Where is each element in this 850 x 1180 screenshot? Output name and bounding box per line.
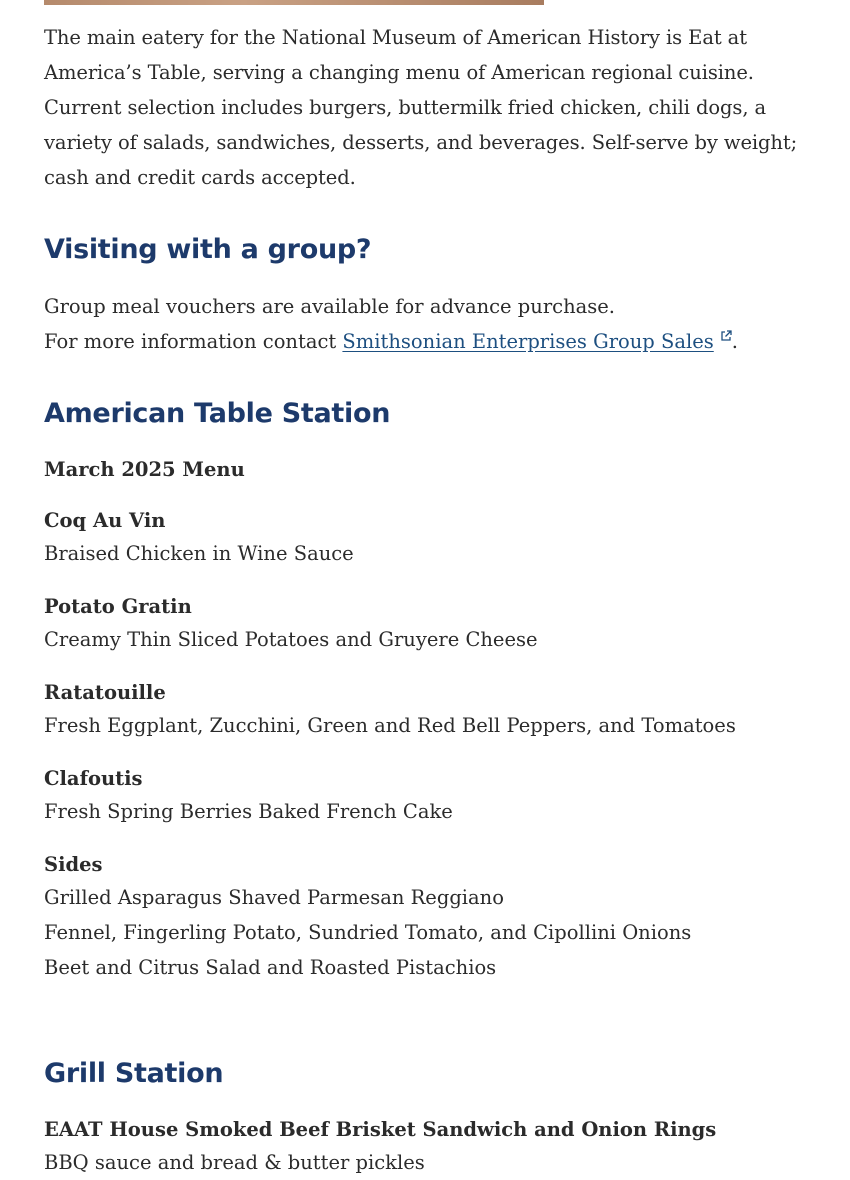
menu-item-description: Braised Chicken in Wine Sauce: [44, 542, 354, 565]
dish-list: [44, 506, 834, 985]
menu-item-description: Fresh Eggplant, Zucchini, Green and Red Bell Peppers, and Tomatoes: [44, 714, 736, 737]
menu-item: [44, 764, 834, 829]
menu-item-name: Coq Au Vin: [44, 509, 166, 532]
menu-item-description: Creamy Thin Sliced Potatoes and Gruyere Cheese: [44, 628, 538, 651]
hero-image: [44, 0, 544, 5]
menu-item-description: Fennel, Fingerling Potato, Sundried Tomato, and Cipollini Onions: [44, 921, 692, 944]
group-contact-text: [44, 324, 834, 359]
main-content: [44, 20, 834, 1180]
menu-item: [44, 592, 834, 657]
menu-item: [44, 506, 834, 571]
grill-item: [44, 1115, 834, 1180]
group-sales-link-text[interactable]: Smithsonian Enterprises Group Sales: [342, 330, 714, 353]
grill-heading: Grill Station: [44, 1058, 224, 1089]
menu-item-name: Clafoutis: [44, 767, 143, 790]
group-contact-suffix: .: [731, 330, 738, 353]
menu-title: March 2025 Menu: [44, 458, 245, 481]
menu-item-description: Grilled Asparagus Shaved Parmesan Reggiano: [44, 886, 504, 909]
group-sales-link[interactable]: [342, 330, 731, 353]
menu-item: [44, 678, 834, 743]
external-link-icon[interactable]: [720, 330, 732, 342]
group-contact-prefix: For more information contact: [44, 330, 343, 353]
grill-item-name: EAAT House Smoked Beef Brisket Sandwich and Onion Rings: [44, 1118, 717, 1141]
group-info: [44, 289, 834, 359]
menu-item-name: Potato Gratin: [44, 595, 192, 618]
menu-item-description: Beet and Citrus Salad and Roasted Pistachios: [44, 956, 497, 979]
menu-item-description: Fresh Spring Berries Baked French Cake: [44, 800, 453, 823]
menu-item-name: Ratatouille: [44, 681, 166, 704]
intro-paragraph: The main eatery for the National Museum of American History is Eat at America’s Table, serving a changing menu of American regional cuisine. Current selection includes burgers, buttermilk fried chicken, chili dogs, a variety of salads, sandwiches, desserts, and beverages. Self-serve by weight; cash and credit cards accepted.: [44, 26, 798, 189]
group-vouchers-text: Group meal vouchers are available for advance purchase.: [44, 295, 616, 318]
group-heading: Visiting with a group?: [44, 234, 372, 265]
american-table-heading: American Table Station: [44, 398, 391, 429]
menu-item-name: Sides: [44, 853, 103, 876]
menu-item: [44, 850, 834, 985]
grill-list: [44, 1115, 834, 1180]
grill-item-description: BBQ sauce and bread & butter pickles: [44, 1151, 425, 1174]
